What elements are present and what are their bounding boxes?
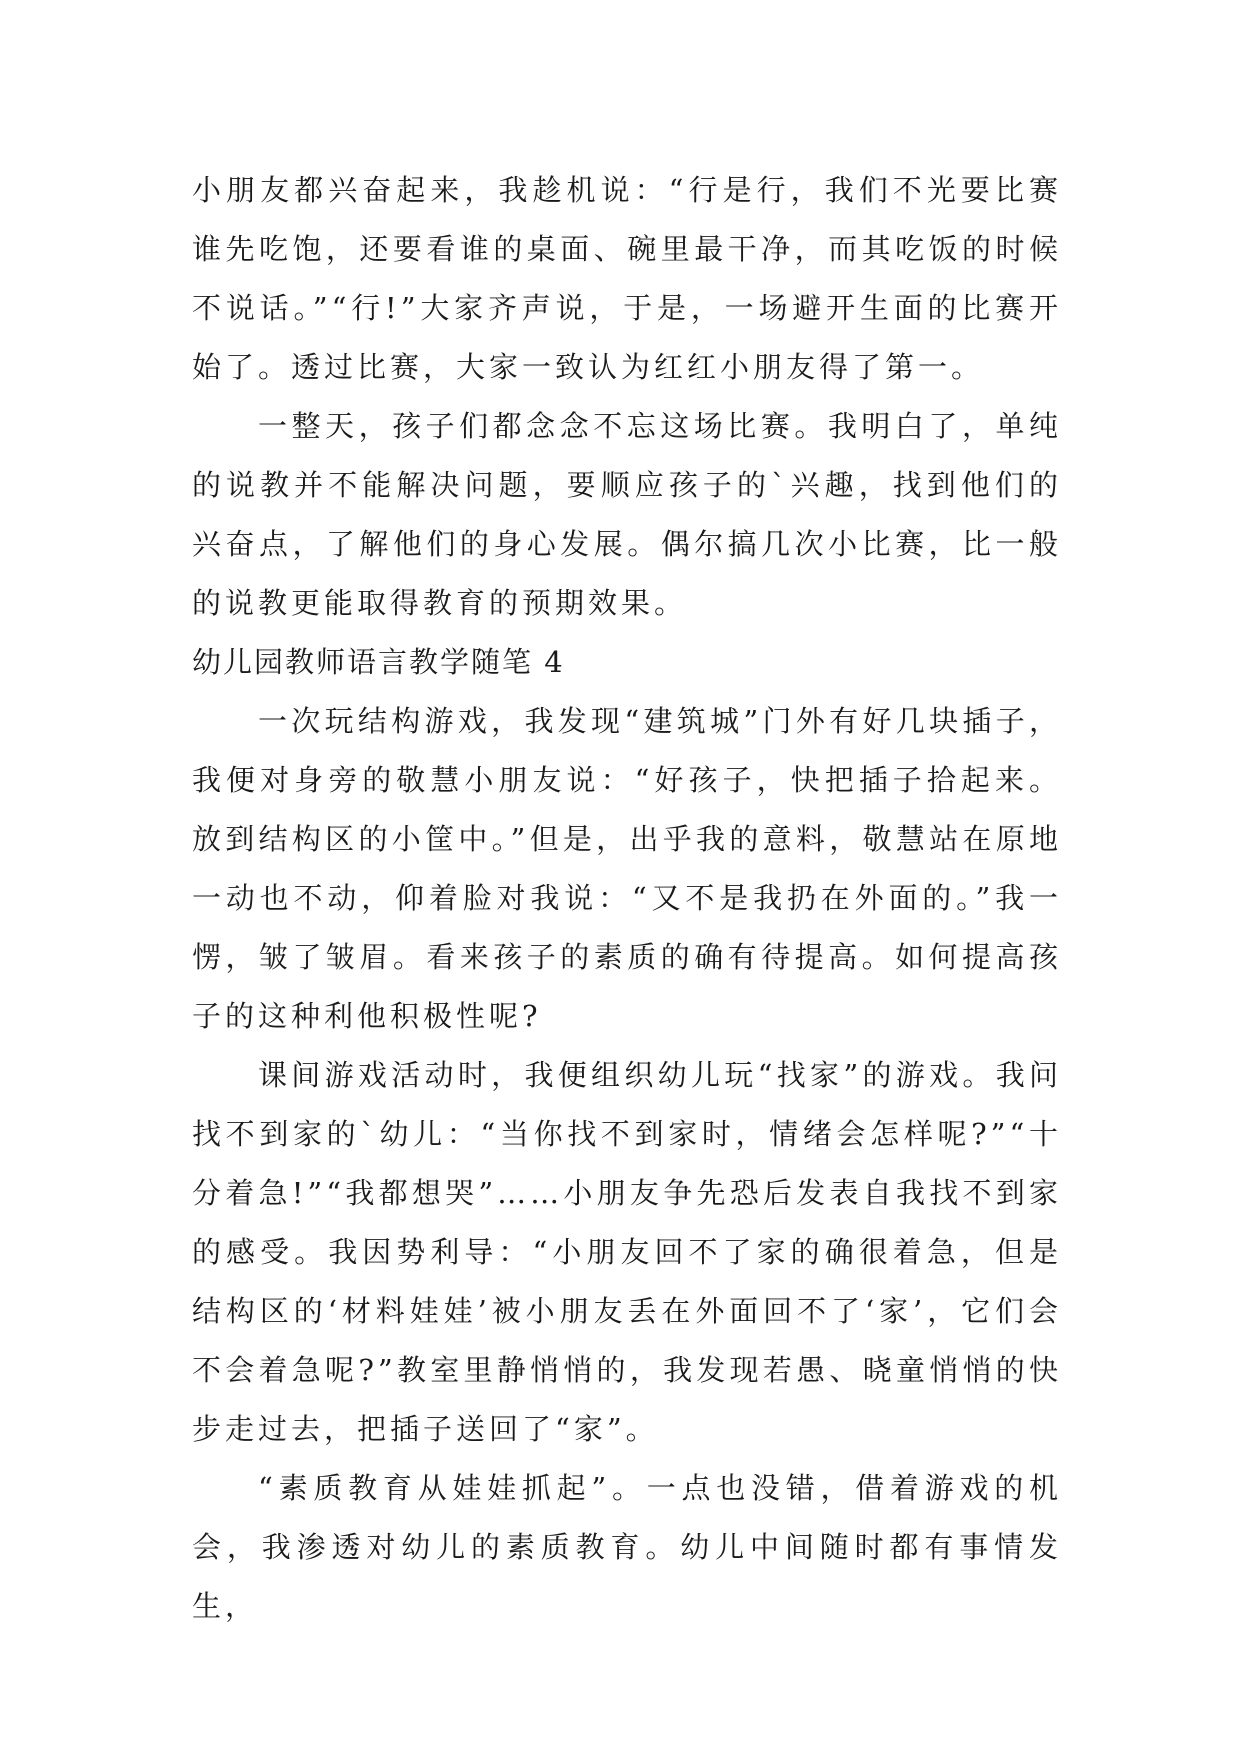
paragraph-2: 一整天，孩子们都念念不忘这场比赛。我明白了，单纯的说教并不能解决问题，要顺应孩子的`兴趣，找到他们的兴奋点，了解他们的身心发展。偶尔搞几次小比赛，比一般的说教更能取得教育的预期效果。 <box>192 409 1062 620</box>
paragraph-3: 一次玩结构游戏，我发现“建筑城”门外有好几块插子，我便对身旁的敬慧小朋友说：“好孩子，快把插子拾起来。放到结构区的小筐中。”但是，出乎我的意料，敬慧站在原地一动也不动，仰着脸对我说：“又不是我扔在外面的。”我一愣，皱了皱眉。看来孩子的素质的确有待提高。如何提高孩子的这种利他积极性呢? <box>192 704 1062 1033</box>
document-body <box>192 161 1062 1636</box>
paragraph-5: “素质教育从娃娃抓起”。一点也没错，借着游戏的机会，我渗透对幼儿的素质教育。幼儿中间随时都有事情发生， <box>192 1471 1062 1623</box>
paragraph-4: 课间游戏活动时，我便组织幼儿玩“找家”的游戏。我问找不到家的`幼儿：“当你找不到家时，情绪会怎样呢?”“十分着急!”“我都想哭”……小朋友争先恐后发表自我找不到家的感受。我因势利导：“小朋友回不了家的确很着急，但是结构区的‘材料娃娃’被小朋友丢在外面回不了‘家’，它们会不会着急呢?”教室里静悄悄的，我发现若愚、晓童悄悄的快步走过去，把插子送回了“家”。 <box>192 1058 1062 1446</box>
paragraph-1: 小朋友都兴奋起来，我趁机说：“行是行，我们不光要比赛谁先吃饱，还要看谁的桌面、碗里最干净，而其吃饭的时候不说话。”“行!”大家齐声说，于是，一场避开生面的比赛开始了。透过比赛，大家一致认为红红小朋友得了第一。 <box>192 173 1062 384</box>
section-heading: 幼儿园教师语言教学随笔 4 <box>192 645 565 679</box>
